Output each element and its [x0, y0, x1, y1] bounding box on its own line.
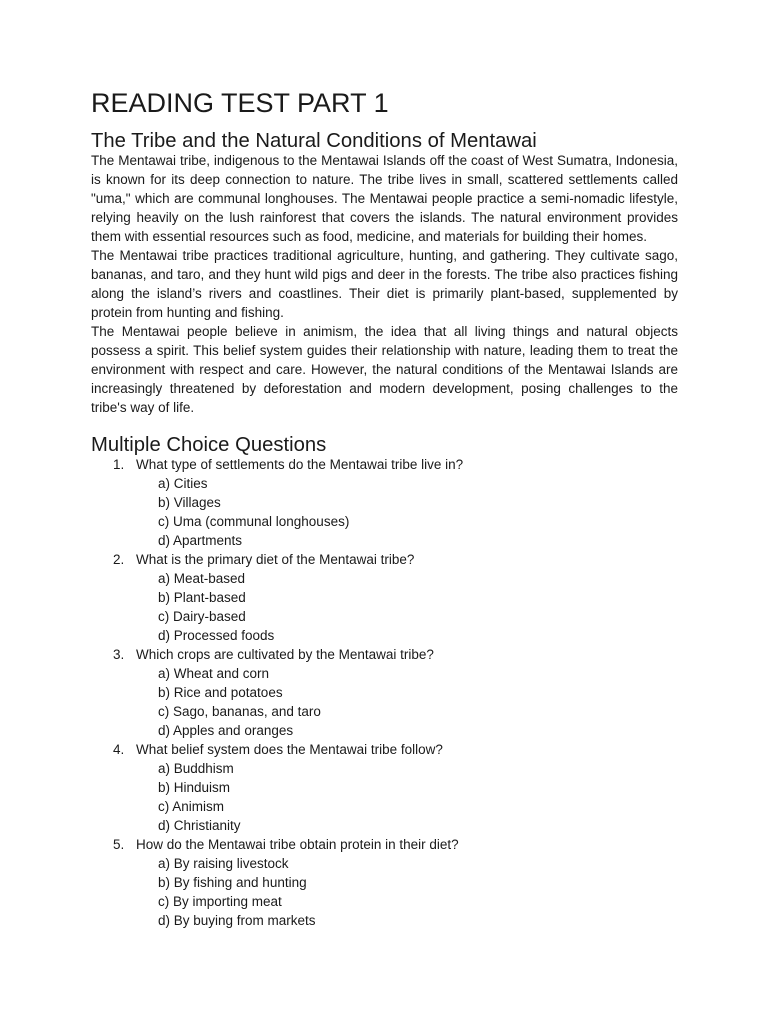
answer-option: d) Processed foods: [158, 628, 275, 643]
question-item: [91, 455, 678, 550]
question-item: [91, 740, 678, 835]
answer-option: a) Meat-based: [158, 571, 246, 586]
answer-option: d) Christianity: [158, 818, 241, 833]
answer-option: a) Buddhism: [158, 761, 234, 776]
question-number: 1.: [113, 457, 125, 472]
question-text: What is the primary diet of the Mentawai tribe?: [136, 552, 415, 567]
question-number: 5.: [113, 837, 125, 852]
answer-option: b) Villages: [158, 495, 221, 510]
question-number: 4.: [113, 742, 125, 757]
option-list: [136, 569, 678, 645]
answer-option: d) Apartments: [158, 533, 243, 548]
answer-option: b) Rice and potatoes: [158, 685, 283, 700]
question-number: 3.: [113, 647, 125, 662]
option-list: [136, 474, 678, 550]
answer-option: c) Dairy-based: [158, 609, 246, 624]
option-list: [136, 759, 678, 835]
answer-option: d) By buying from markets: [158, 913, 316, 928]
option-list: [136, 664, 678, 740]
answer-option: c) By importing meat: [158, 894, 282, 909]
answer-option: a) Wheat and corn: [158, 666, 270, 681]
question-text: Which crops are cultivated by the Mentawai tribe?: [136, 647, 434, 662]
answer-option: c) Animism: [158, 799, 225, 814]
paragraph-3: The Mentawai people believe in animism, the idea that all living things and natural objects possess a spirit. This belief system guides their relationship with nature, leading them to treat the environment with respect and care. However, the natural conditions of the Mentawai Islands are increasingly threatened by deforestation and modern development, posing challenges to the tribe's way of life.: [91, 324, 678, 415]
paragraph-2: The Mentawai tribe practices traditional agriculture, hunting, and gathering. They cultivate sago, bananas, and taro, and they hunt wild pigs and deer in the forests. The tribe also practices fishing along the island’s rivers and coastlines. Their diet is primarily plant-based, supplemented by protein from hunting and fishing.: [91, 248, 678, 320]
answer-option: a) Cities: [158, 476, 208, 491]
question-number: 2.: [113, 552, 125, 567]
paragraph-1: The Mentawai tribe, indigenous to the Mentawai Islands off the coast of West Sumatra, Indonesia, is known for its deep connection to nature. The tribe lives in small, scattered settlements called "uma," which are communal longhouses. The Mentawai people practice a semi-nomadic lifestyle, relying heavily on the lush rainforest that covers the islands. The natural environment provides them with essential resources such as food, medicine, and materials for building their homes.: [91, 153, 678, 244]
question-item: [91, 550, 678, 645]
section-title: The Tribe and the Natural Conditions of Mentawai: [91, 130, 537, 152]
answer-option: c) Sago, bananas, and taro: [158, 704, 321, 719]
answer-option: b) Hinduism: [158, 780, 231, 795]
question-text: What type of settlements do the Mentawai tribe live in?: [136, 457, 464, 472]
mcq-title: Multiple Choice Questions: [91, 434, 327, 456]
answer-option: a) By raising livestock: [158, 856, 289, 871]
question-text: How do the Mentawai tribe obtain protein in their diet?: [136, 837, 459, 852]
question-text: What belief system does the Mentawai tribe follow?: [136, 742, 443, 757]
question-item: [91, 645, 678, 740]
question-item: [91, 835, 678, 930]
answer-option: d) Apples and oranges: [158, 723, 294, 738]
answer-option: c) Uma (communal longhouses): [158, 514, 350, 529]
option-list: [136, 854, 678, 930]
question-list: [91, 455, 678, 930]
document-page: [91, 88, 678, 930]
part-title: READING TEST PART 1: [91, 88, 389, 118]
answer-option: b) Plant-based: [158, 590, 246, 605]
answer-option: b) By fishing and hunting: [158, 875, 307, 890]
